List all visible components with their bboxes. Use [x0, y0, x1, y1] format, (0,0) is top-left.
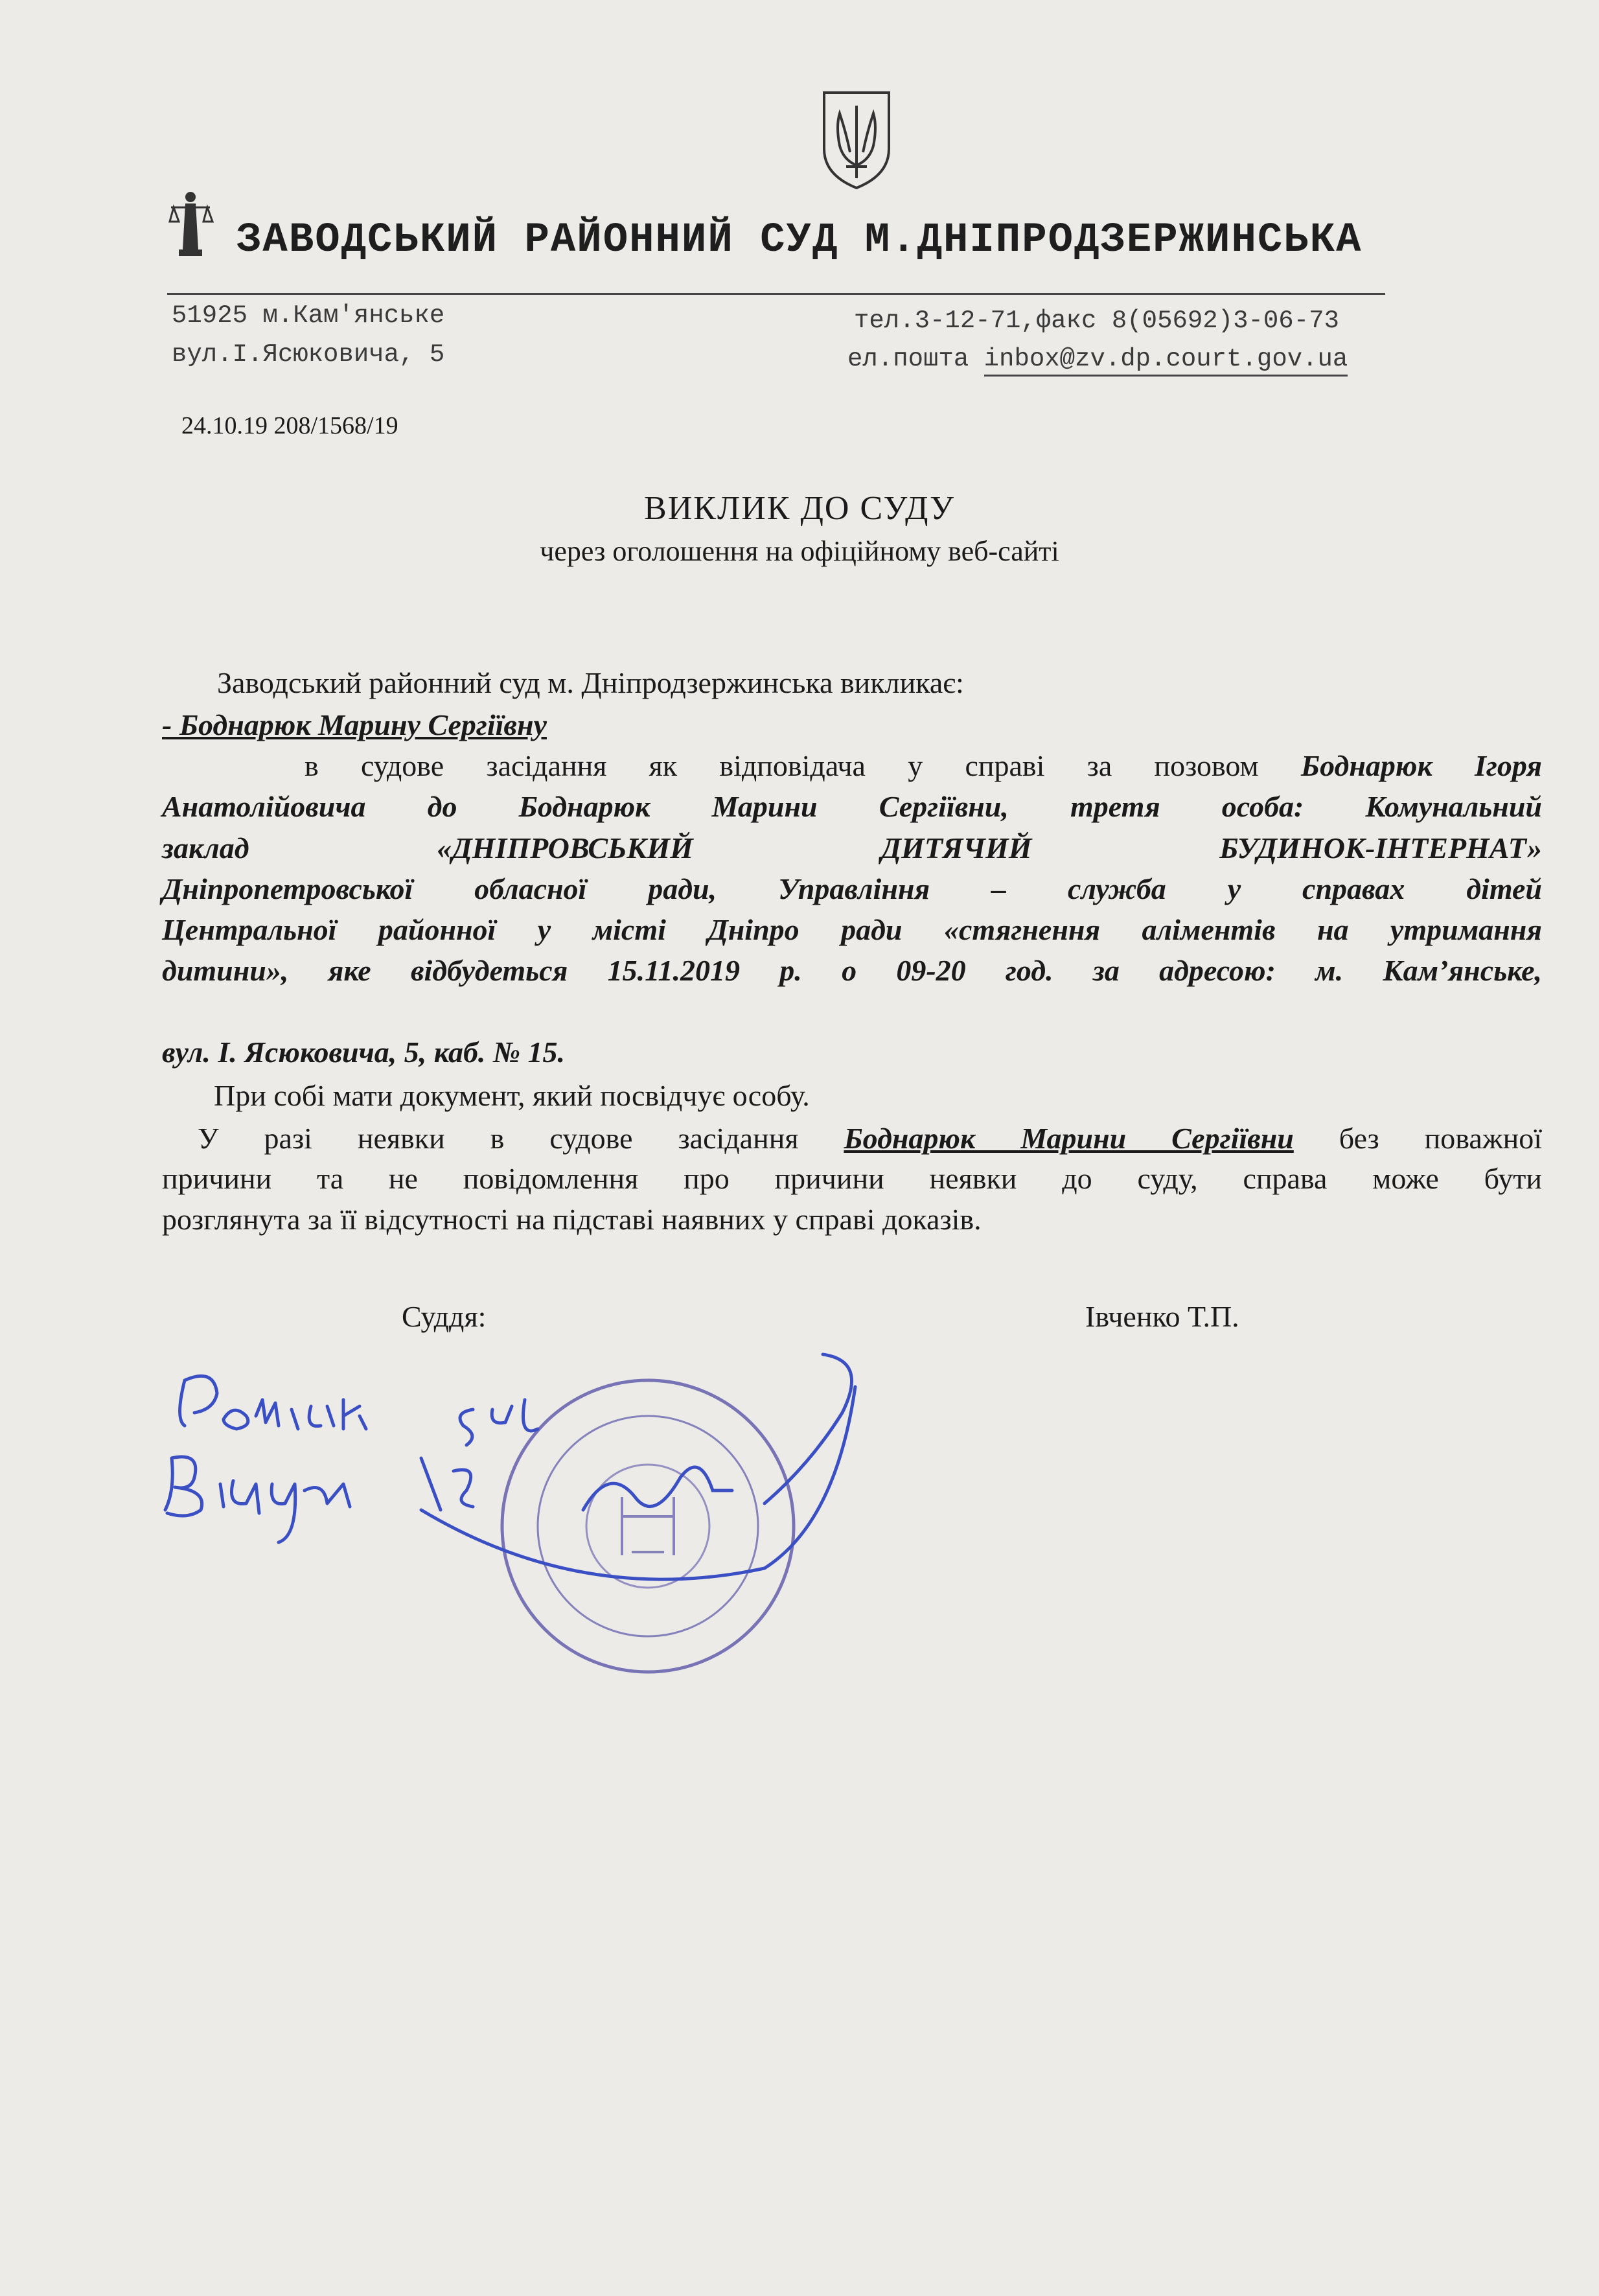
court-address-line1: 51925 м.Кам'янське	[172, 301, 445, 330]
defendant-name: - Боднарюк Марину Сергіївну	[162, 708, 547, 741]
judge-label: Суддя:	[402, 1300, 487, 1333]
court-address-line2: вул.І.Ясюковича, 5	[172, 340, 445, 369]
consequence-line-1-c: без поважної	[1293, 1122, 1542, 1155]
plaintiff-name: Боднарюк Ігоря	[1300, 749, 1542, 782]
hearing-details: , яке відбудеться 15.11.2019 р. о 09-20 год. за адресою: м. Кам’янське,	[281, 954, 1542, 987]
body-line-4: Дніпропетровської обласної ради, Управління – служба у справах дітей	[162, 872, 1542, 905]
body-line-5: Центральної районної у місті Дніпро ради «стягнення аліментів на утримання	[162, 913, 1542, 946]
themis-icon	[167, 188, 214, 259]
hearing-address: вул. І. Ясюковича, 5, каб. № 15.	[162, 1036, 565, 1069]
body-line-6	[162, 952, 1542, 990]
body-line-1-text: в судове засідання як відповідача у справі за позовом	[305, 749, 1301, 782]
email-link[interactable]: inbox@zv.dp.court.gov.ua	[984, 345, 1348, 377]
court-email-line	[847, 345, 1348, 373]
body-line-3-c: ДИТЯЧИЙ	[880, 831, 1032, 864]
body-line-6-a: дитини»	[162, 954, 281, 987]
consequence-line-1	[198, 1120, 1542, 1157]
court-stamp	[502, 1380, 794, 1672]
id-document-note: При собі мати документ, який посвідчує особу.	[214, 1079, 810, 1112]
document-reference: 24.10.19 208/1568/19	[181, 412, 398, 439]
judge-name: Івченко Т.П.	[1085, 1300, 1239, 1333]
signature-scribble	[421, 1354, 855, 1579]
body-line-3-a: заклад	[162, 831, 249, 864]
body-line-3-b: «ДНІПРОВСЬКИЙ	[437, 831, 693, 864]
consequence-line-2: причини та не повідомлення про причини неявки до суду, справа може бути	[162, 1162, 1542, 1195]
body-line-3	[162, 829, 1542, 867]
consequence-line-3: розглянута за її відсутності на підставі наявних у справі доказів.	[162, 1203, 982, 1236]
document-title: ВИКЛИК ДО СУДУ	[644, 490, 955, 527]
email-label: ел.пошта	[847, 345, 969, 373]
body-line-3-d: БУДИНОК-ІНТЕРНАТ»	[1219, 831, 1542, 864]
defendant-name-genitive: Боднарюк Марини Сергіївни	[844, 1122, 1294, 1155]
ukraine-coat-of-arms-icon	[818, 87, 895, 191]
document-subtitle: через оголошення на офіційному веб-сайті	[540, 535, 1059, 567]
header-divider	[167, 293, 1385, 295]
body-line-1	[305, 747, 1542, 785]
handwritten-note-graphic	[165, 1376, 538, 1542]
consequence-line-1-a: У разі неявки в судове засідання	[198, 1122, 844, 1155]
court-name: ЗАВОДСЬКИЙ РАЙОННИЙ СУД М.ДНІПРОДЗЕРЖИНСЬКА	[236, 217, 1363, 264]
intro-paragraph: Заводський районний суд м. Дніпродзержинська викликає:	[217, 666, 964, 699]
body-line-2: Анатолійовича до Боднарюк Марини Сергіївни, третя особа: Комунальний	[162, 790, 1542, 823]
court-phone-fax: тел.3-12-71,факс 8(05692)3-06-73	[854, 307, 1339, 335]
